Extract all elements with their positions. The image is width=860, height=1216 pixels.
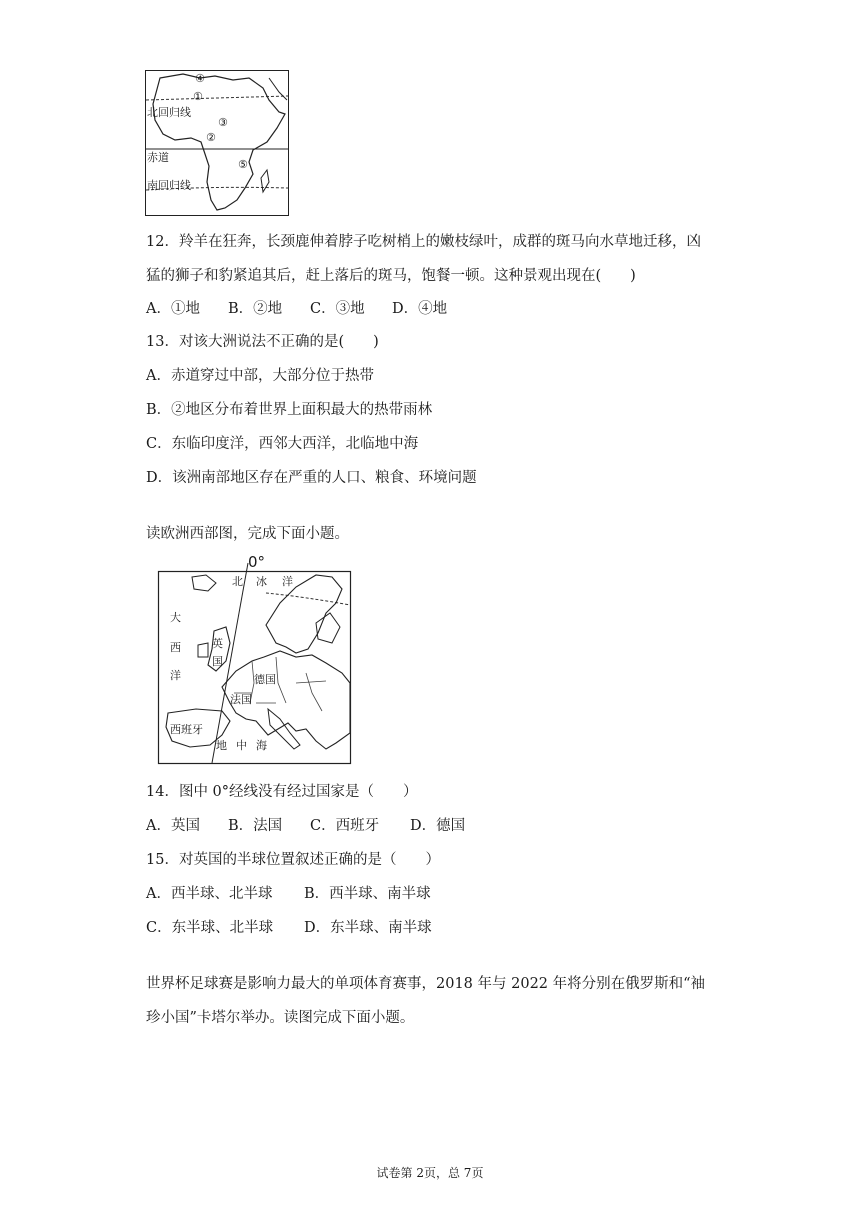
map1-label-1: ① (193, 90, 203, 103)
map2-label-da: 大 (170, 611, 181, 624)
africa-map (145, 70, 289, 216)
map1-label-4: ④ (195, 72, 205, 85)
q15-stem: 15．对英国的半球位置叙述正确的是（ ） (146, 852, 440, 868)
q12-option-b[interactable]: B．②地 (228, 301, 283, 317)
q13-option-a[interactable]: A．赤道穿过中部，大部分位于热带 (146, 368, 374, 384)
map2-label-ying: 英 (212, 637, 223, 650)
map1-tropic-south-label: 南回归线 (147, 179, 191, 192)
map1-equator-label: 赤道 (147, 151, 169, 164)
map2-label-bing: 冰 (256, 575, 267, 588)
map1-tropic-north-label: 北回归线 (147, 106, 191, 119)
q15-option-c[interactable]: C．东半球、北半球 (146, 920, 274, 936)
map2-meridian-label: 0° (248, 553, 266, 571)
europe-intro: 读欧洲西部图，完成下面小题。 (146, 526, 349, 542)
q15-option-a[interactable]: A．西半球、北半球 (146, 886, 273, 902)
q12-options (146, 299, 447, 319)
q14-stem: 14．图中 0°经线没有经过国家是（ ） (146, 784, 418, 800)
q14-option-c[interactable]: C．西班牙 (310, 818, 380, 834)
q12-option-c[interactable]: C．③地 (310, 301, 365, 317)
worldcup-intro-line2: 珍小国”卡塔尔举办。读图完成下面小题。 (146, 1010, 415, 1026)
worldcup-intro-line1: 世界杯足球赛是影响力最大的单项体育赛事，2018 年与 2022 年将分别在俄罗斯和“袖 (146, 976, 706, 992)
q14-option-a[interactable]: A．英国 (146, 818, 200, 834)
map2-label-yang2: 洋 (170, 669, 181, 682)
map2-label-spain: 西班牙 (170, 723, 203, 736)
map2-label-xi: 西 (170, 641, 181, 654)
q15-options-row1 (146, 884, 431, 904)
q14-options (146, 816, 465, 836)
map2-label-hai: 海 (256, 739, 267, 752)
q13-option-c[interactable]: C．东临印度洋，西邻大西洋，北临地中海 (146, 436, 419, 452)
q14-option-d[interactable]: D．德国 (410, 818, 466, 834)
q15-option-d[interactable]: D．东半球、南半球 (304, 920, 432, 936)
q13-option-d[interactable]: D．该洲南部地区存在严重的人口、粮食、环境问题 (146, 470, 477, 486)
q13-option-b[interactable]: B．②地区分布着世界上面积最大的热带雨林 (146, 402, 433, 418)
map1-label-2: ② (206, 131, 216, 144)
map2-label-guo: 国 (212, 655, 223, 668)
map1-label-3: ③ (218, 116, 228, 129)
map2-label-germany: 德国 (254, 673, 276, 686)
map2-label-zhong: 中 (236, 739, 247, 752)
q14-option-b[interactable]: B．法国 (228, 818, 283, 834)
q15-option-b[interactable]: B．西半球、南半球 (304, 886, 431, 902)
q12-option-d[interactable]: D．④地 (392, 301, 448, 317)
q12-stem-line2: 猛的狮子和豹紧追其后，赶上落后的斑马，饱餐一顿。这种景观出现在( ) (146, 268, 636, 284)
q15-options-row2 (146, 918, 432, 938)
europe-map (156, 553, 352, 765)
map2-label-bei: 北 (232, 575, 243, 588)
map1-label-5: ⑤ (238, 158, 248, 171)
q12-stem-line1: 12．羚羊在狂奔，长颈鹿伸着脖子吃树梢上的嫩枝绿叶，成群的斑马向水草地迁移，凶 (146, 234, 701, 250)
q12-option-a[interactable]: A．①地 (146, 301, 200, 317)
page-footer: 试卷第 2页，总 7页 (376, 1166, 484, 1180)
map2-label-yang: 洋 (282, 575, 293, 588)
q13-stem: 13．对该大洲说法不正确的是( ) (146, 334, 379, 350)
map2-label-france: 法国 (230, 693, 252, 706)
map2-label-di: 地 (216, 739, 227, 752)
